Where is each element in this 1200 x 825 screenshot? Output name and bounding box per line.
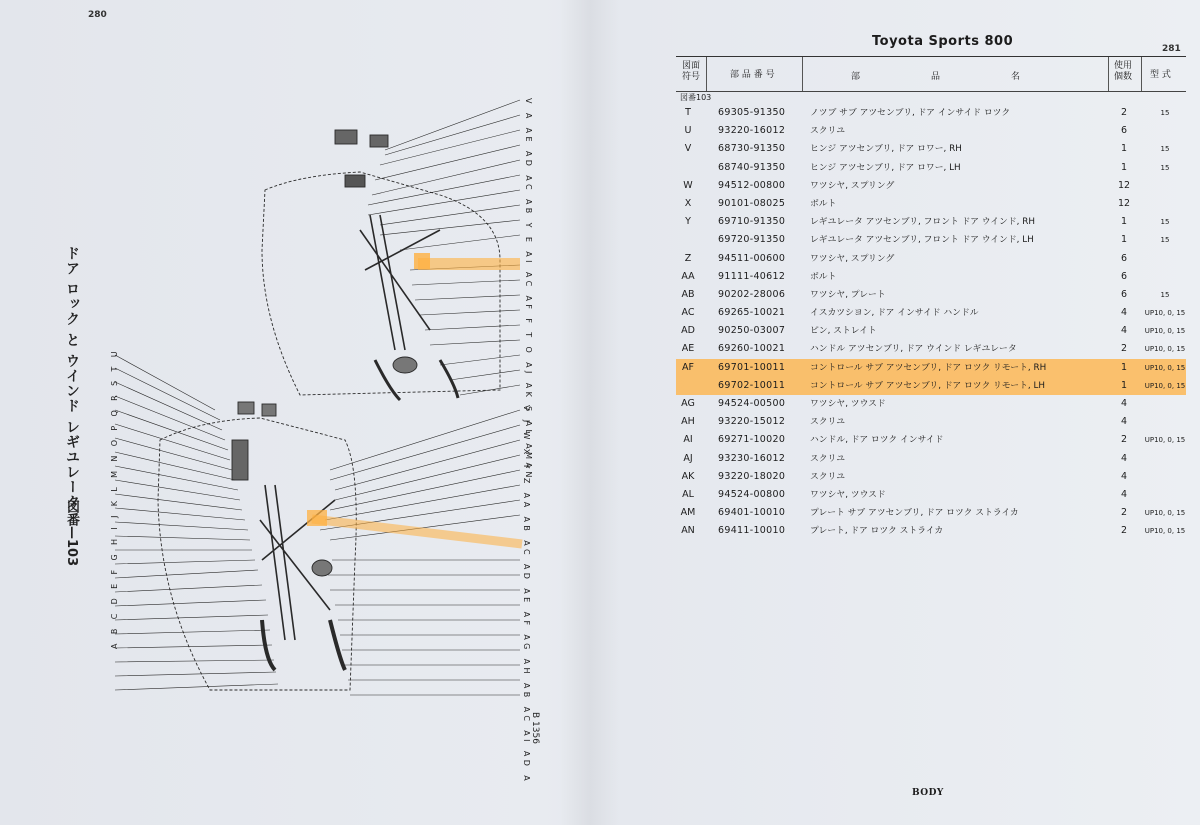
cell-ref: AC	[681, 307, 695, 319]
upper-door-outline	[262, 172, 500, 395]
callouts-bottom-right: V J W X Y Z AA AB AC AD AE AF AG AH AB AC AI AD A	[522, 405, 531, 785]
cell-part-number: 69265-10021	[718, 307, 786, 319]
cell-model: UP10, 0, 15	[1144, 381, 1186, 390]
figure-code: B 1356	[530, 712, 540, 744]
cell-qty: 4	[1120, 452, 1128, 464]
callouts-top-right: V A AE AD AC AB Y E AI AC AF F T O AJ AK S AL AMAN	[524, 98, 533, 481]
header-model: 型 式	[1150, 70, 1171, 80]
table-row	[676, 177, 1186, 195]
cell-model: UP10, 0, 15	[1144, 345, 1186, 354]
table-row	[676, 268, 1186, 286]
cell-qty: 1	[1120, 361, 1128, 373]
cell-ref: W	[683, 179, 693, 191]
cell-ref: Y	[685, 216, 691, 228]
cell-part-number: 93220-16012	[718, 125, 786, 137]
cell-model: UP10, 0, 15	[1144, 363, 1186, 372]
table-row	[676, 213, 1186, 231]
cell-qty: 4	[1120, 470, 1128, 482]
cell-model: UP10, 0, 15	[1144, 327, 1186, 336]
cell-part-name: ピン, ストレイト	[810, 326, 877, 337]
table-row	[676, 395, 1186, 413]
highlight-lower-remote-control	[307, 510, 327, 526]
cell-part-number: 94524-00500	[718, 398, 786, 409]
cell-part-name: ヒンジ アツセンブリ, ドア ロワー, LH	[810, 162, 961, 173]
cell-ref: T	[685, 107, 691, 118]
table-row	[676, 413, 1186, 431]
cell-part-name: ワツシヤ, ツウスド	[810, 489, 886, 500]
cell-ref: AN	[681, 525, 695, 537]
table-body	[676, 104, 1186, 541]
cell-model: 15	[1160, 109, 1170, 117]
cell-ref: AL	[682, 488, 694, 500]
cell-ref: AE	[681, 343, 695, 355]
cell-part-name: ワツシヤ, スプリング	[810, 180, 895, 191]
cell-part-name: ワツシヤ, スプリング	[810, 253, 895, 264]
table-row	[676, 304, 1186, 322]
figure-number: 図番—103	[64, 500, 79, 567]
page-footer: BODY	[912, 788, 944, 798]
table-row	[676, 195, 1186, 213]
right-page-number: 281	[1162, 44, 1181, 54]
table-row	[676, 250, 1186, 268]
table-row-highlighted	[676, 359, 1186, 377]
cell-part-number: 69720-91350	[718, 234, 786, 246]
cell-part-name: ノツブ サブ アツセンブリ, ドア インサイド ロツク	[810, 108, 1011, 118]
cell-part-name: レギユレータ アツセンブリ, フロント ドア ウインド, RH	[810, 217, 1035, 228]
cell-model: 15	[1160, 290, 1170, 299]
cell-ref: Z	[684, 252, 692, 264]
cell-model: UP10, 0, 15	[1144, 527, 1186, 536]
cell-qty: 12	[1117, 197, 1131, 209]
cell-model: UP10, 0, 15	[1144, 436, 1186, 445]
cell-ref: AF	[682, 361, 694, 373]
lower-door-outline	[158, 418, 356, 690]
header-name-1: 部	[851, 72, 861, 82]
cell-part-number: 68740-91350	[718, 161, 786, 173]
cell-part-name: レギユレータ アツセンブリ, フロント ドア ウインド, LH	[810, 235, 1034, 246]
highlight-upper-remote-control	[418, 258, 520, 270]
cell-part-name: イスカツシヨン, ドア インサイド ハンドル	[810, 308, 979, 319]
cell-part-number: 69411-10010	[718, 525, 786, 537]
cell-part-name: プレート サブ アツセンブリ, ドア ロツク ストライカ	[810, 508, 1019, 519]
cell-ref: AM	[680, 507, 696, 519]
cell-model: 15	[1160, 145, 1170, 154]
cell-qty: 1	[1120, 379, 1128, 391]
table-row	[676, 286, 1186, 304]
cell-ref: AK	[681, 470, 695, 482]
header-part-number: 部 品 番 号	[730, 70, 775, 80]
cell-qty: 2	[1120, 525, 1128, 537]
cell-ref: AJ	[683, 452, 693, 464]
cell-qty: 6	[1120, 270, 1128, 282]
table-row	[676, 468, 1186, 486]
cell-part-name: ヒンジ アツセンブリ, ドア ロワー, RH	[810, 144, 962, 155]
cell-model: 15	[1160, 163, 1170, 172]
cell-qty: 4	[1120, 416, 1128, 428]
cell-part-name: ボルト	[810, 198, 837, 209]
cell-model: UP10, 0, 15	[1144, 309, 1186, 318]
cell-part-number: 93230-16012	[718, 452, 786, 464]
cell-part-number: 90101-08025	[718, 197, 786, 209]
cell-qty: 2	[1120, 343, 1128, 355]
header-qty: 使用個数	[1114, 61, 1133, 82]
cell-part-name: ハンドル アツセンブリ, ドア ウインド レギユレータ	[810, 344, 1017, 355]
cell-qty: 1	[1120, 161, 1128, 173]
header-name-2: 品	[931, 72, 941, 82]
cell-model: 15	[1160, 218, 1170, 227]
cell-qty: 4	[1120, 307, 1128, 319]
cell-part-number: 69271-10020	[718, 434, 786, 446]
cell-ref: AA	[681, 270, 695, 282]
cell-qty: 1	[1120, 216, 1128, 228]
table-header	[676, 56, 1186, 92]
highlight-upper-part	[414, 253, 430, 269]
cell-part-name: スクリユ	[810, 126, 846, 137]
cell-model: 15	[1160, 236, 1170, 245]
cell-part-number: 69702-10011	[718, 379, 786, 391]
cell-qty: 2	[1120, 107, 1128, 118]
table-row	[676, 340, 1186, 358]
cell-qty: 1	[1120, 234, 1128, 246]
callouts-bottom-left: A B C D E F G H I J K L M N O P Q R S T U	[110, 348, 119, 649]
cell-part-number: 69260-10021	[718, 343, 786, 355]
cell-part-number: 91111-40612	[718, 270, 786, 282]
cell-part-name: コントロール サブ アツセンブリ, ドア ロツク リモート, LH	[810, 380, 1045, 391]
cell-part-name: プレート, ドア ロツク ストライカ	[810, 526, 944, 537]
cell-part-number: 69701-10011	[718, 361, 786, 373]
section-label: 図番103	[680, 93, 712, 102]
cell-part-number: 94511-00600	[718, 252, 786, 264]
highlight-lower-leader	[312, 519, 522, 544]
cell-part-number: 90250-03007	[718, 325, 786, 337]
cell-qty: 4	[1120, 398, 1128, 409]
cell-part-number: 94524-00800	[718, 488, 786, 500]
table-row	[676, 122, 1186, 140]
cell-part-number: 69710-91350	[718, 216, 786, 228]
cell-ref: V	[684, 143, 692, 155]
cell-qty: 12	[1117, 179, 1131, 191]
header-name-3: 名	[1011, 72, 1021, 82]
cell-part-name: スクリユ	[810, 453, 846, 464]
cell-qty: 2	[1120, 507, 1128, 519]
cell-qty: 2	[1120, 434, 1128, 446]
cell-qty: 4	[1120, 488, 1128, 500]
cell-part-name: スクリユ	[810, 471, 846, 482]
cell-qty: 6	[1120, 288, 1128, 300]
table-row	[676, 159, 1186, 177]
table-row	[676, 231, 1186, 249]
table-row	[676, 486, 1186, 504]
table-row	[676, 522, 1186, 540]
header-ref: 図面符号	[682, 61, 701, 82]
cell-ref: AI	[683, 434, 693, 446]
cell-part-number: 90202-28006	[718, 288, 786, 300]
table-row	[676, 504, 1186, 522]
cell-part-number: 69305-91350	[718, 107, 786, 118]
cell-part-number: 93220-18020	[718, 470, 786, 482]
table-row	[676, 431, 1186, 449]
table-row	[676, 450, 1186, 468]
cell-part-name: ハンドル, ドア ロツク インサイド	[810, 435, 944, 446]
cell-ref: AH	[681, 416, 695, 428]
table-row	[676, 322, 1186, 340]
table-row	[676, 104, 1186, 122]
cell-qty: 6	[1120, 252, 1128, 264]
parts-table	[676, 56, 1186, 541]
cell-part-name: スクリユ	[810, 417, 846, 428]
cell-ref: AB	[681, 288, 695, 300]
table-row	[676, 140, 1186, 158]
catalog-title: Toyota Sports 800	[872, 34, 1014, 49]
cell-qty: 4	[1120, 325, 1128, 337]
cell-qty: 6	[1120, 125, 1128, 137]
cell-part-name: ワツシヤ, ツウスド	[810, 399, 886, 409]
cell-part-number: 69401-10010	[718, 507, 786, 519]
cell-ref: U	[684, 125, 692, 137]
cell-part-number: 94512-00800	[718, 179, 786, 191]
cell-ref: AG	[681, 398, 695, 409]
cell-ref: X	[684, 197, 692, 209]
cell-qty: 1	[1120, 143, 1128, 155]
cell-part-name: コントロール サブ アツセンブリ, ドア ロツク リモート, RH	[810, 362, 1047, 373]
cell-part-name: ワツシヤ, プレート	[810, 289, 886, 300]
figure-title: ドア ロック と ウインド レギユレータ	[64, 246, 80, 510]
cell-part-number: 68730-91350	[718, 143, 786, 155]
cell-part-number: 93220-15012	[718, 416, 786, 428]
left-page-number: 280	[88, 10, 107, 20]
table-row-highlighted	[676, 377, 1186, 395]
cell-model: UP10, 0, 15	[1144, 509, 1186, 518]
cell-ref: AD	[681, 325, 695, 337]
cell-part-name: ボルト	[810, 271, 837, 282]
